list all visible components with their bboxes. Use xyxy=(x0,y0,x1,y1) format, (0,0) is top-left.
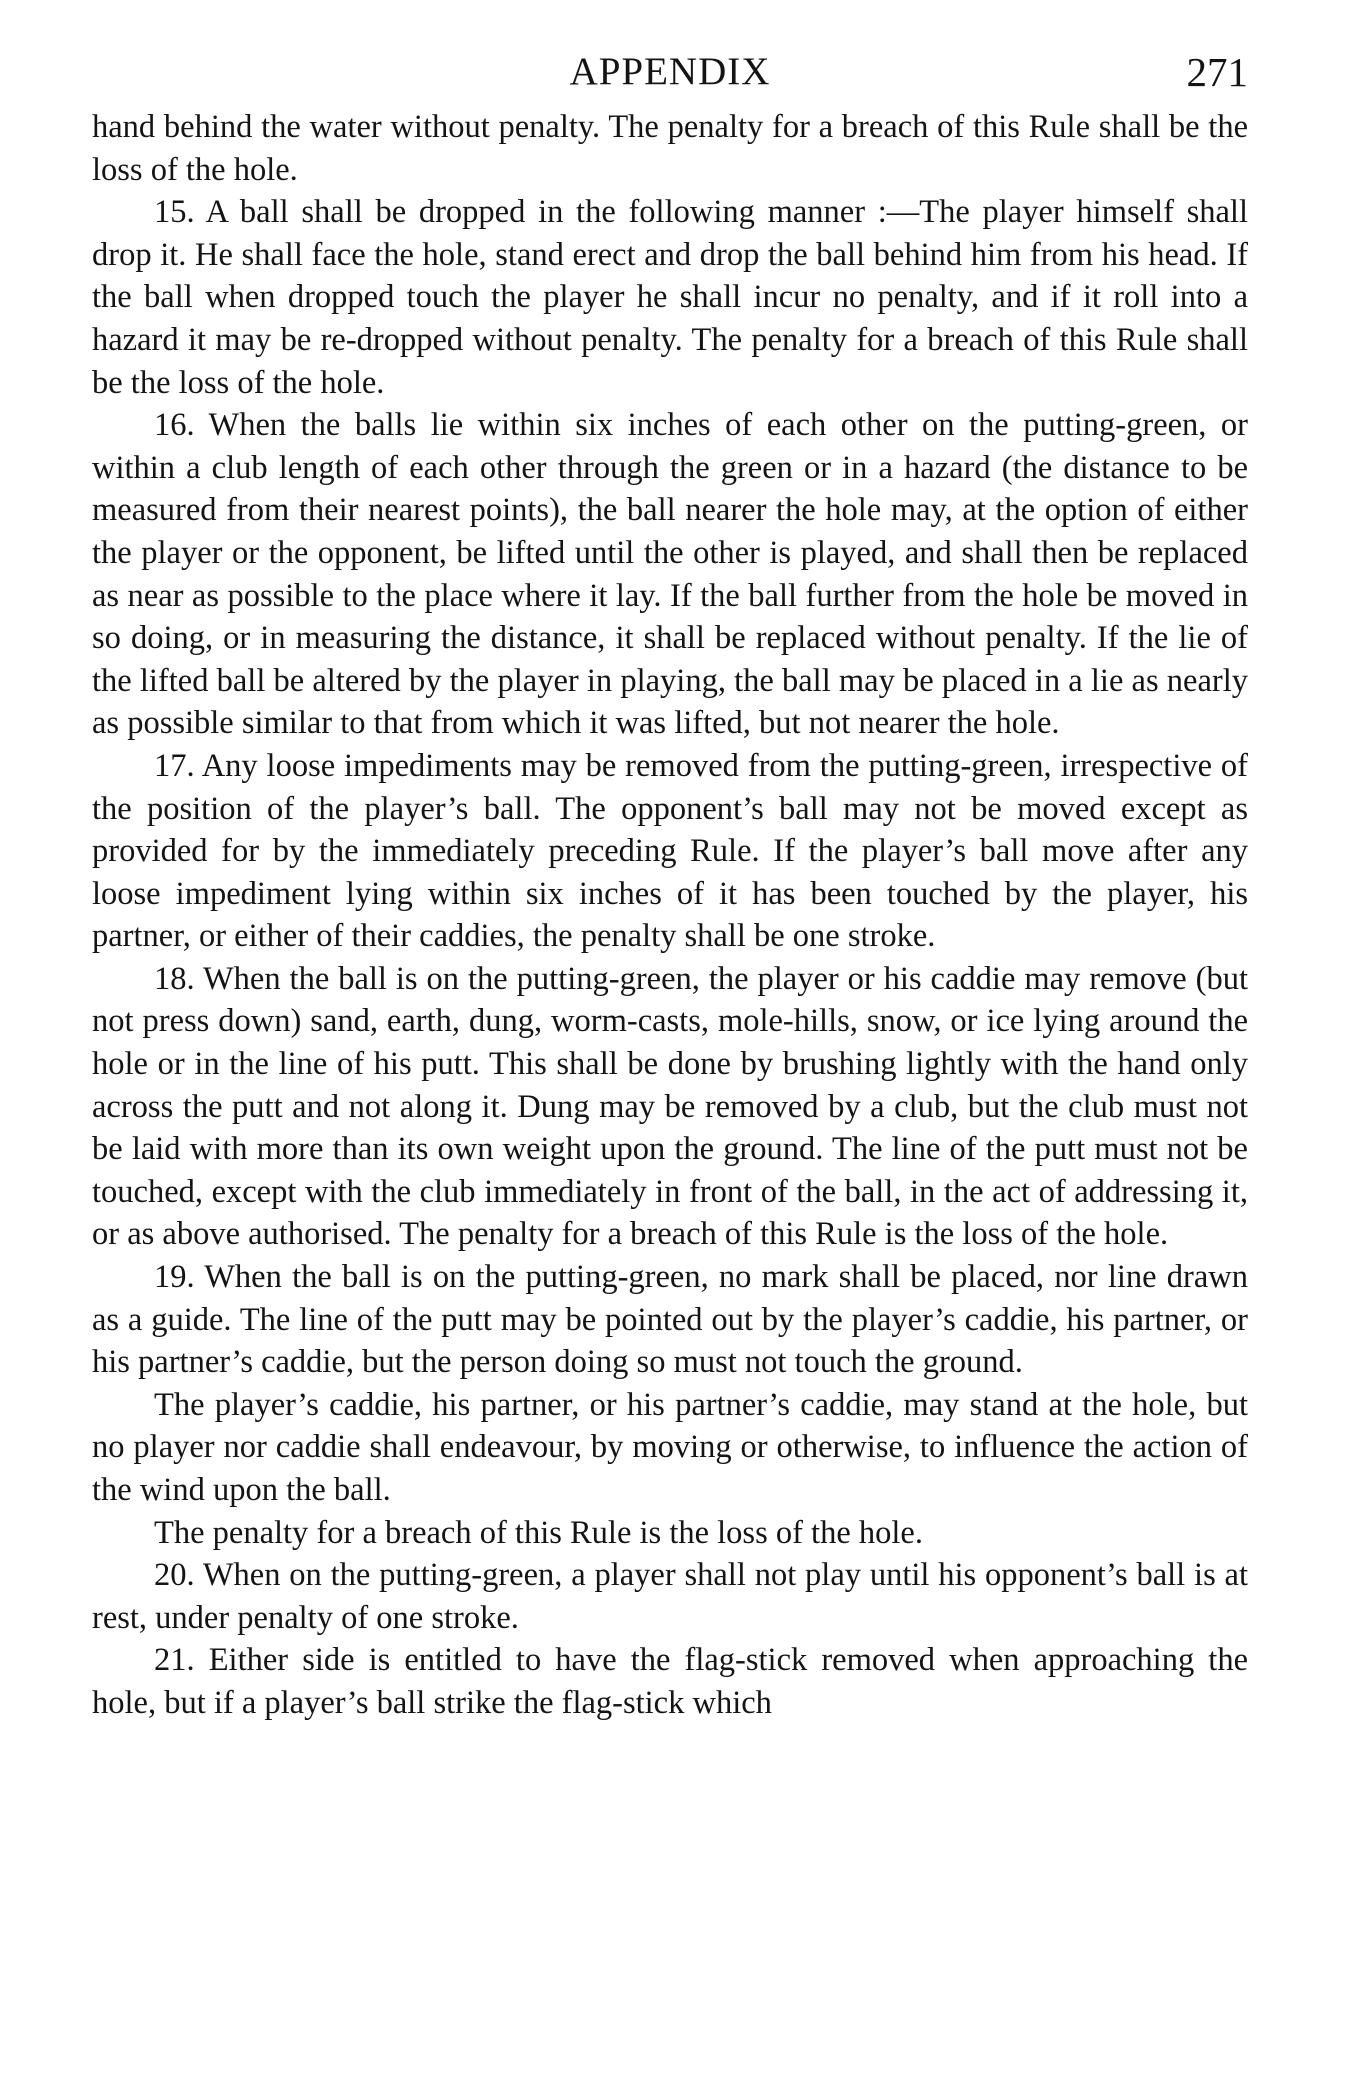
rule-16-paragraph: 16. When the balls lie within six inches of each other on the putting-green, or within a club length of each other through the green or in a hazard (the distance to be measured from their nearest points), the ball nearer the hole may, at the option of either the player or the opponent, be lifted until the other is played, and shall then be replaced as near as possible to the place where it lay. If the ball further from the hole be moved in so doing, or in measuring the distance, it shall be replaced without penalty. If the lie of the lifted ball be altered by the player in playing, the ball may be placed in a lie as nearly as possible similar to that from which it was lifted, but not nearer the hole. xyxy=(92,407,1248,742)
rule-21-paragraph: 21. Either side is entitled to have the flag-stick removed when approaching the hole, but if a player’s ball strike the flag-stick which xyxy=(92,1642,1248,1721)
book-page xyxy=(92,44,1248,1725)
rule-20-paragraph: 20. When on the putting-green, a player shall not play until his opponent’s ball is at rest, under penalty of one stroke. xyxy=(92,1557,1248,1636)
page-number: 271 xyxy=(1186,49,1248,95)
rule-19-paragraph: 19. When the ball is on the putting-green, no mark shall be placed, nor line drawn as a guide. The line of the putt may be pointed out by the player’s caddie, his partner, or his partner’s caddie, but the person doing so must not touch the ground. xyxy=(92,1259,1248,1381)
rule-18-paragraph: 18. When the ball is on the putting-green, the player or his caddie may remove (but not press down) sand, earth, dung, worm-casts, mole-hills, snow, or ice lying around the hole or in the line of his putt. This shall be done by brushing lightly with the hand only across the putt and not along it. Dung may be removed by a club, but the club must not be laid with more than its own weight upon the ground. The line of the putt must not be touched, except with the club immediately in front of the ball, in the act of addressing it, or as above authorised. The penalty for a breach of this Rule is the loss of the hole. xyxy=(92,960,1248,1253)
page-title: APPENDIX xyxy=(569,50,771,93)
body-text xyxy=(92,106,1248,1725)
rule-17-paragraph: 17. Any loose impediments may be removed from the putting-green, irrespective of the position of the player’s ball. The opponent’s ball may not be moved except as provided for by the immediately preceding Rule. If the player’s ball move after any loose impediment lying within six inches of it has been touched by the player, his partner, or either of their caddies, the penalty shall be one stroke. xyxy=(92,747,1248,955)
running-head xyxy=(92,44,1248,104)
rule-19-penalty-paragraph: The penalty for a breach of this Rule is the loss of the hole. xyxy=(154,1514,923,1551)
paragraph-continuation: hand behind the water without penalty. The penalty for a breach of this Rule shall be the loss of the hole. xyxy=(92,109,1248,188)
rule-19-caddie-paragraph: The player’s caddie, his partner, or his partner’s caddie, may stand at the hole, but no player nor caddie shall endeavour, by moving or otherwise, to influence the action of the wind upon the ball. xyxy=(92,1386,1248,1508)
rule-15-paragraph: 15. A ball shall be dropped in the following manner :—The player himself shall drop it. He shall face the hole, stand erect and drop the ball behind him from his head. If the ball when dropped touch the player he shall incur no penalty, and if it roll into a hazard it may be re-dropped without penalty. The penalty for a breach of this Rule shall be the loss of the hole. xyxy=(92,194,1248,401)
